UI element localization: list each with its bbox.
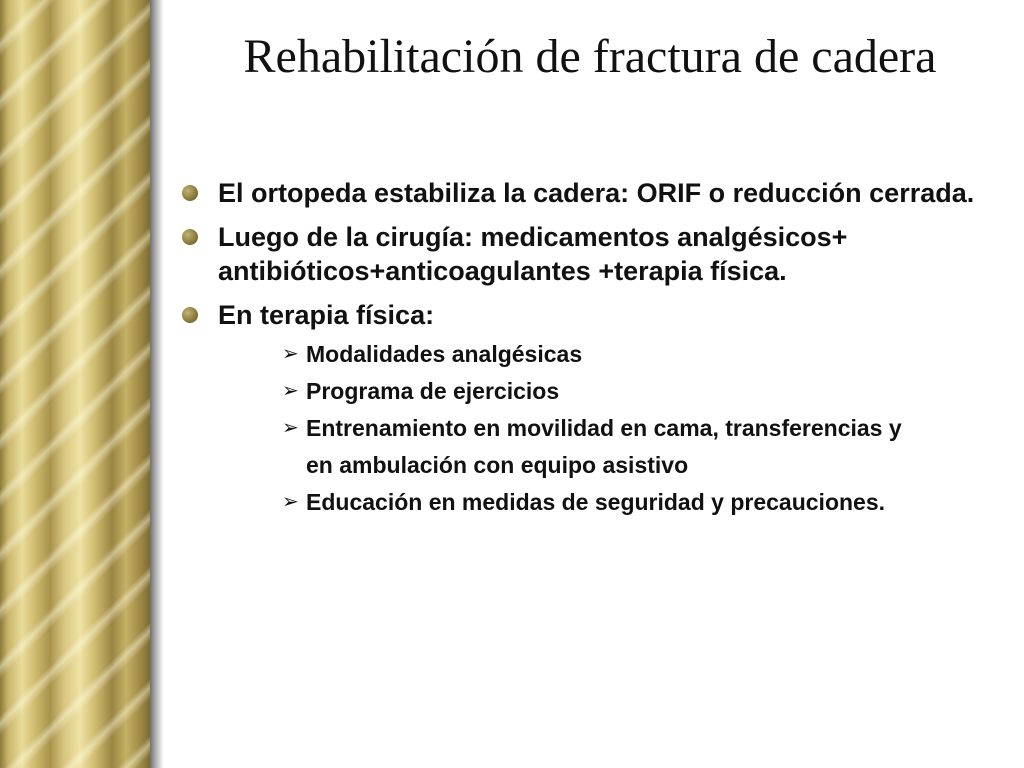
round-bullet-icon — [182, 185, 198, 201]
arrow-bullet-icon: ➢ — [282, 343, 299, 365]
arrow-bullet-icon: ➢ — [282, 417, 299, 439]
bullet-text: Luego de la cirugía: medicamentos analgésicos+ antibióticos+anticoagulantes +terapia física. — [218, 222, 848, 286]
slide-title: Rehabilitación de fractura de cadera — [243, 30, 937, 83]
sub-bullet-item — [282, 484, 926, 521]
round-bullet-icon — [182, 307, 198, 323]
bullet-item — [178, 298, 998, 332]
sub-bullet-text: Educación en medidas de seguridad y precauciones. — [306, 489, 886, 515]
sub-bullet-text: Programa de ejercicios — [306, 378, 560, 404]
sub-bullet-item — [282, 336, 926, 373]
sub-bullet-item — [282, 410, 926, 484]
pillar-shadow — [150, 0, 164, 768]
bullet-text: El ortopeda estabiliza la cadera: ORIF o reducción cerrada. — [218, 178, 975, 208]
bullet-list — [178, 176, 998, 521]
sub-bullet-item — [282, 373, 926, 410]
bullet-item — [178, 176, 998, 210]
round-bullet-icon — [182, 229, 198, 245]
bullet-item — [178, 220, 998, 288]
sub-bullet-text: Entrenamiento en movilidad en cama, transferencias y en ambulación con equipo asistivo — [306, 415, 902, 478]
arrow-bullet-icon: ➢ — [282, 380, 299, 402]
decorative-pillar — [0, 0, 150, 768]
arrow-bullet-icon: ➢ — [282, 491, 299, 513]
sub-bullet-text: Modalidades analgésicas — [306, 341, 583, 367]
bullet-text: En terapia física: — [218, 300, 435, 330]
